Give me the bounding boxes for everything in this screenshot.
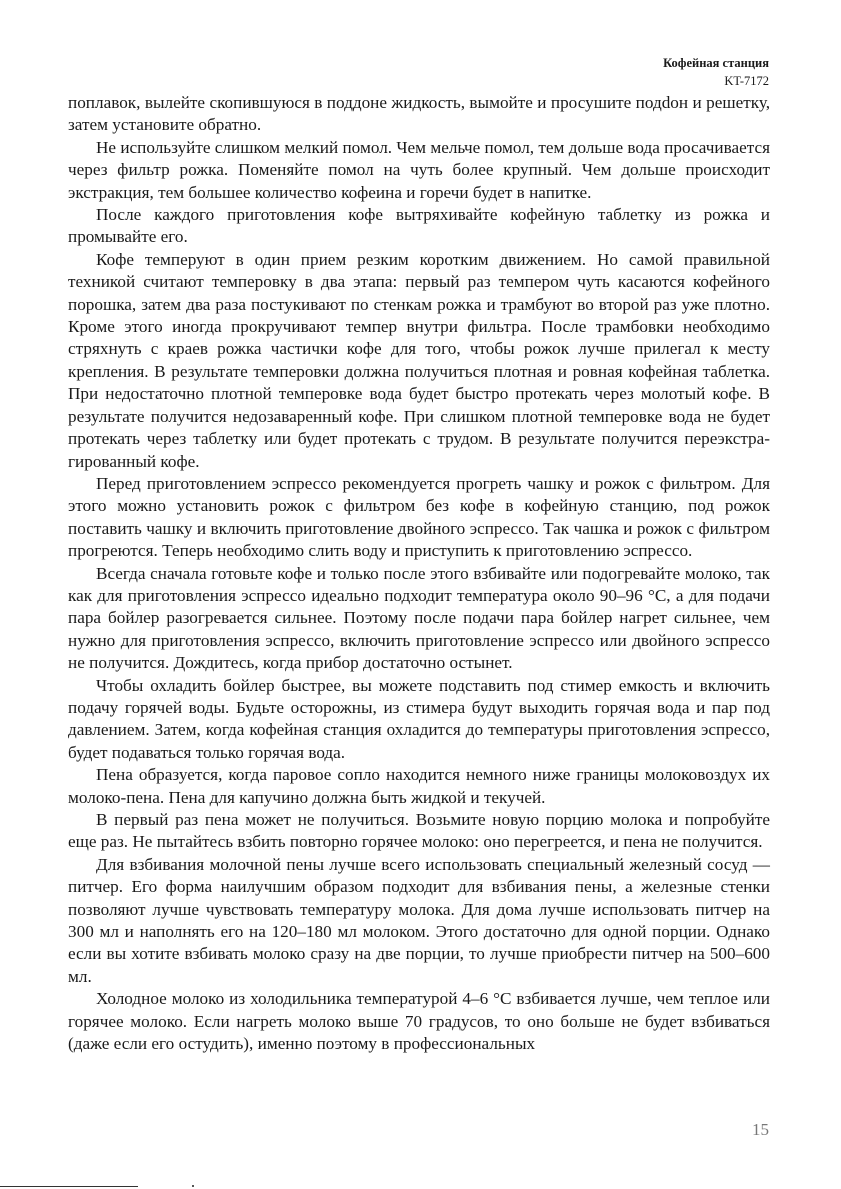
page-header [663,54,769,90]
paragraph: Чтобы охладить бойлер быстрее, вы можете подставить под стимер емкость и включить подачу горячей воды. Будьте осторожны, из стимера будут выходить горячая вода и пар под давлением. Затем, когда кофейная станция охладится до температуры приготовления эспрессо, будет подаваться только горячая вода. [68,675,770,762]
product-title: Кофейная станция [663,56,769,70]
paragraph: Кофе темперуют в один прием резким коротким движением. Но самой правильной техникой считают темперовку в два этапа: первый раз темпером чуть касаются кофейного порошка, затем два раза постукивают по стенкам рожка и трамбуют во второй раз уже плотно. Кроме этого иногда прокручивают темпер внутри фильтра. После трамбовки необходимо стряхнуть с краев рожка частички кофе для того, чтобы рожок лучше прилегал к месту крепления. В результате темперовки должна получиться плотная и ровная кофейная таблетка. При недостаточно плотной темперовке вода будет быстро протекать через молотый кофе. В результате получится недозаваренный кофе. При слишком плотной темперовке вода не будет протекать через таблетку или будет протекать с трудом. В результате получится переэкстрагированный кофе. [68,249,770,471]
paragraph: поплавок, вылейте скопившуюся в поддоне жидкость, вымойте и просушите подdон и решетку, затем установите обратно. [68,93,770,135]
paragraph: Пена образуется, когда паровое сопло находится немного ниже границы молоковоздух их молоко-пена. Пена для капучино должна быть жидкой и текучей. [68,765,770,807]
paragraph: Перед приготовлением эспрессо рекомендуется прогреть чашку и рожок с фильтром. Для этого можно установить рожок с фильтром без кофе в кофейную станцию, под рожок поставить чашку и включить приготовление двойного эспрессо. Так чашка и рожок с фильтром прогреются. Теперь необходимо слить воду и приступить к приготовлению эспрессо. [68,473,770,561]
body-text [68,92,770,1055]
paragraph: Холодное молоко из холодильника температурой 4–6 °C взбивается лучше, чем теплое или горячее молоко. Если нагреть молоко выше 70 градусов, то оно больше не будет взбиваться (даже если его остудить), именно поэтому в профессиональных [68,989,770,1054]
paragraph: После каждого приготовления кофе вытряхивайте кофейную таблетку из рожка и промывайте его. [68,205,770,247]
paragraph: Всегда сначала готовьте кофе и только после этого взбивайте или подогревайте молоко, так как для приготовления эспрессо идеально подходит температура около 90–96 °C, а для подачи пара бойлер разогревается сильнее. Поэтому после подачи пара бойлер нагрет сильнее, чем нужно для приготовления эспрессо, включить приготовление эспрессо или двойного эспрессо не получится. Дождитесь, когда прибор достаточно остынет. [68,563,770,673]
footer-mark [192,1185,194,1187]
page-number: 15 [752,1120,769,1139]
paragraph: Для взбивания молочной пены лучше всего использовать специальный железный сосуд — питчер. Его форма наилучшим образом подходит для взбивания пены, а железные стенки позволяют лучше чувствовать температуру молока. Для дома лучше использовать питчер на 300 мл и наполнять его на 120–180 мл молоком. Этого достаточно для одной порции. Однако если вы хотите взбивать молоко сразу на две порции, то лучше приобрести питчер на 500–600 мл. [68,854,770,986]
footer-rule [0,1186,138,1187]
product-model: KT-7172 [724,74,769,88]
paragraph: Не используйте слишком мелкий помол. Чем мельче помол, тем дольше вода просачивается через фильтр рожка. Поменяйте помол на чуть более крупный. Чем дольше происходит экстракция, тем большее количество кофеина и горечи будет в напитке. [68,137,770,202]
paragraph: В первый раз пена может не получиться. Возьмите новую порцию молока и попробуйте еще раз. Не пытайтесь взбить повторно горячее молоко: оно перегреется, и пена не получится. [68,810,770,852]
